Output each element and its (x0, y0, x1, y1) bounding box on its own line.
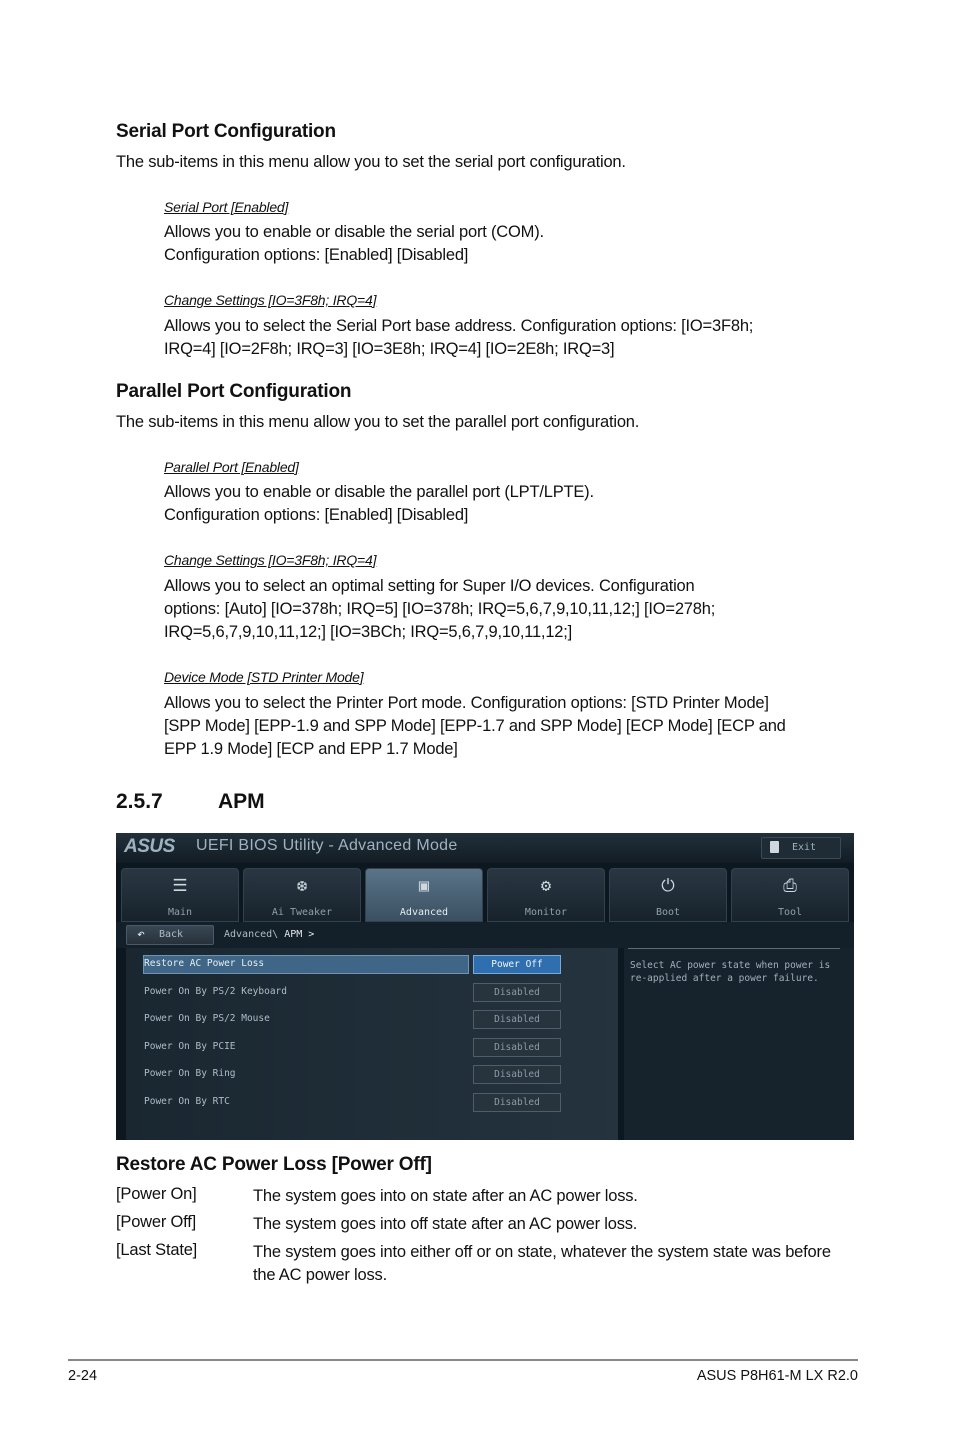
parallel-port-heading: Parallel Port Configuration (116, 381, 352, 402)
setting-power-on-pcie[interactable]: Power On By PCIE Disabled (126, 1038, 618, 1056)
footer-rule (68, 1359, 858, 1361)
gauge-icon: ⚙ (540, 876, 552, 896)
device-mode-title: Device Mode [STD Printer Mode] (164, 669, 364, 685)
serial-port-intro: The sub-items in this menu allow you to set the serial port configuration. (116, 153, 626, 171)
footer-product-name: ASUS P8H61-M LX R2.0 (696, 1368, 858, 1384)
serial-port-heading: Serial Port Configuration (116, 121, 336, 142)
bios-tab-bar (116, 868, 854, 922)
parallel-port-intro: The sub-items in this menu allow you to set the parallel port configuration. (116, 413, 640, 431)
setting-power-on-ring[interactable]: Power On By Ring Disabled (126, 1065, 618, 1083)
back-button[interactable]: ↶ Back (126, 925, 214, 945)
tab-main[interactable]: ☰ Main (121, 868, 239, 922)
parallel-change-settings-title: Change Settings [IO=3F8h; IRQ=4] (164, 552, 377, 568)
back-arrow-icon: ↶ (137, 927, 145, 942)
setting-value[interactable]: Disabled (473, 1010, 561, 1029)
exit-door-icon (770, 841, 779, 853)
setting-value[interactable]: Disabled (473, 1093, 561, 1112)
option-desc-power-on: The system goes into on state after an AC power loss. (253, 1187, 638, 1205)
exit-button[interactable]: Exit (761, 837, 841, 859)
option-key-last-state: [Last State] (116, 1241, 198, 1259)
bios-title: UEFI BIOS Utility - Advanced Mode (196, 837, 458, 854)
parallel-port-item-title: Parallel Port [Enabled] (164, 459, 299, 475)
footer-page-number: 2-24 (68, 1368, 98, 1384)
advanced-info-icon: ▣ (418, 876, 430, 896)
serial-change-settings-title: Change Settings [IO=3F8h; IRQ=4] (164, 292, 377, 308)
power-icon: ⏻ (661, 876, 675, 896)
setting-power-on-rtc[interactable]: Power On By RTC Disabled (126, 1093, 618, 1111)
bios-screenshot (116, 833, 854, 1140)
serial-port-item-desc: Allows you to enable or disable the serial port (COM). Configuration options: [Enabled] [Disabled] (164, 223, 544, 264)
parallel-change-settings-desc: Allows you to select an optimal setting for Super I/O devices. Configuration options: [Auto] [IO=378h; IRQ=5] [IO=378h; IRQ=5,6,7,9,10,11,12;] [IO=278h; IRQ=5,6,7,9,10,11,12;] [IO=3BCh; IRQ=5,6,7,9,10,11,12;] (164, 577, 716, 641)
setting-power-on-ps2-mouse[interactable]: Power On By PS/2 Mouse Disabled (126, 1010, 618, 1028)
option-desc-power-off: The system goes into off state after an AC power loss. (253, 1215, 638, 1233)
section-title: APM (218, 790, 265, 813)
setting-value[interactable]: Disabled (473, 1065, 561, 1084)
setting-power-on-ps2-keyboard[interactable]: Power On By PS/2 Keyboard Disabled (126, 983, 618, 1001)
setting-value[interactable]: Power Off (473, 955, 561, 974)
tab-tool[interactable]: ⎙ Tool (731, 868, 849, 922)
tab-ai-tweaker[interactable]: ❆ Ai Tweaker (243, 868, 361, 922)
asus-logo: ASUS (124, 836, 175, 857)
tab-monitor[interactable]: ⚙ Monitor (487, 868, 605, 922)
breadcrumb: Advanced\ APM > (224, 929, 315, 940)
list-icon: ☰ (172, 876, 188, 896)
tab-advanced[interactable]: ▣ Advanced (365, 868, 483, 922)
setting-restore-ac-power-loss[interactable]: Restore AC Power Loss Power Off (126, 955, 618, 973)
restore-ac-heading: Restore AC Power Loss [Power Off] (116, 1154, 432, 1175)
bios-title-bar (116, 833, 854, 863)
section-number: 2.5.7 (116, 790, 163, 813)
option-key-power-on: [Power On] (116, 1185, 197, 1203)
help-pane (624, 948, 854, 1140)
settings-list (126, 948, 618, 1140)
help-text: Select AC power state when power is re-applied after a power failure. (630, 960, 831, 984)
snail-icon: ❆ (296, 876, 308, 896)
serial-port-item-title: Serial Port [Enabled] (164, 199, 289, 215)
option-desc-last-state: The system goes into either off or on state, whatever the system state was before the AC power loss. (253, 1243, 831, 1284)
setting-value[interactable]: Disabled (473, 1038, 561, 1057)
parallel-port-item-desc: Allows you to enable or disable the parallel port (LPT/LPTE). Configuration options: [Enabled] [Disabled] (164, 483, 594, 524)
setting-value[interactable]: Disabled (473, 983, 561, 1002)
breadcrumb-bar (116, 922, 854, 948)
serial-change-settings-desc: Allows you to select the Serial Port base address. Configuration options: [IO=3F8h; IRQ=4] [IO=2F8h; IRQ=3] [IO=3E8h; IRQ=4] [IO=2E8h; IRQ=3] (164, 317, 754, 358)
tab-boot[interactable]: ⏻ Boot (609, 868, 727, 922)
device-mode-desc: Allows you to select the Printer Port mode. Configuration options: [STD Printer Mode] [SPP Mode] [EPP-1.9 and SPP Mode] [EPP-1.7 and SPP Mode] [ECP Mode] [ECP and EPP 1.9 Mode] [ECP and EPP 1.7 Mode] (164, 694, 786, 758)
printer-tool-icon: ⎙ (783, 876, 797, 896)
option-key-power-off: [Power Off] (116, 1213, 197, 1231)
